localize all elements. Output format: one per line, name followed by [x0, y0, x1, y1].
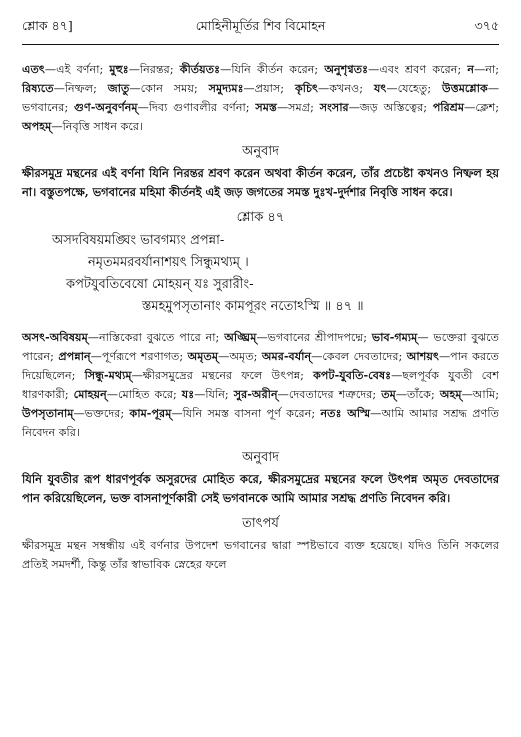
sanskrit-term: যৎ: [373, 81, 387, 95]
sanskrit-term: কাম-পূরম্: [129, 406, 172, 420]
sanskrit-term: কৃচিৎ: [294, 81, 319, 95]
term-meaning: —পূর্ণরূপে শরণাগত;: [90, 350, 188, 363]
term-meaning: —জড় অস্তিত্বের;: [348, 101, 433, 114]
sanskrit-term: নতঃ অস্মি: [320, 406, 371, 420]
sanskrit-term: সমুদ্যমঃ: [208, 81, 244, 95]
verse-line: অসদবিষয়মঙ্ঘিং ভাবগম্যং প্রপন্না-: [52, 233, 225, 248]
page-body: [22, 60, 499, 574]
header-chapter-title: মোহিনীমূর্তির শিব বিমোহন: [195, 18, 326, 33]
term-meaning: —পান করতে দিয়েছিলেন;: [22, 350, 499, 382]
term-meaning: —নিষ্ফল;: [53, 82, 108, 95]
term-meaning: —তাঁকে;: [395, 388, 440, 401]
sanskrit-term: উপসৃতানাম্: [22, 406, 74, 420]
sanskrit-term: পরিশ্রম: [432, 100, 465, 114]
term-meaning: —আমি আমার সশ্রদ্ধ প্রণতি নিবেদন করি।: [22, 407, 499, 439]
term-meaning: —অমৃত;: [218, 350, 262, 363]
verse-line: নমৃতমমরবর্যানাশয়ৎ সিন্ধুমথ্যম্ ।: [88, 255, 249, 270]
term-meaning: —যিনি;: [194, 388, 234, 401]
sanskrit-term: তম্: [381, 387, 396, 401]
term-meaning: —এবং শ্রবণ করেন;: [368, 63, 468, 76]
sanskrit-term: অমৃতম্: [187, 349, 219, 363]
term-meaning: —কেবল দেবতাদের;: [311, 350, 407, 363]
term-meaning: —যিনি কীর্তন করেন;: [220, 63, 325, 76]
word-for-word: [22, 328, 499, 442]
sanskrit-term: আশয়ৎ: [406, 349, 439, 363]
sanskrit-term: জাতু: [107, 81, 130, 95]
sanskrit-term: সিন্ধু-মথ্যম্: [84, 368, 132, 382]
term-meaning: —নাস্তিকেরা বুঝতে পারে না;: [87, 331, 225, 344]
term-meaning: —না;: [474, 63, 499, 76]
term-meaning: —ভগবানের শ্রীপাদপদ্মে;: [256, 331, 372, 344]
term-meaning: —প্রয়াস;: [243, 82, 295, 95]
term-meaning: —ক্লেশ;: [464, 101, 499, 114]
term-meaning: —ভগবানের;: [22, 82, 499, 114]
sanskrit-term: মুহুঃ: [109, 62, 129, 76]
term-meaning: —কোন সময়;: [129, 82, 209, 95]
header-verse-ref: শ্লোক ৪৭]: [22, 18, 73, 33]
sanskrit-term: এতৎ: [22, 62, 45, 76]
sanskrit-term: ভাব-গম্যম্: [371, 330, 418, 344]
term-meaning: —ছলপূর্বক যুবতী বেশ ধারণকারী;: [22, 369, 499, 401]
sanskrit-term: কীর্তয়তঃ: [179, 62, 221, 76]
term-meaning: —কখনও;: [318, 82, 374, 95]
term-meaning: —দিব্য গুণাবলীর বর্ণনা;: [137, 101, 256, 114]
sanskrit-term: অঙ্ঘ্রিম্: [224, 330, 257, 344]
sanskrit-term: কপট-যুবতি-বেষঃ: [313, 368, 392, 382]
sanskrit-term: অপহম্: [22, 119, 52, 133]
term-meaning: —মোহিত করে;: [106, 388, 182, 401]
sanskrit-term: মোহয়ন্: [73, 387, 107, 401]
translation-prev-text: ক্ষীরসমুদ্র মন্থনের এই বর্ণনা যিনি নিরন্তর শ্রবণ করেন অথবা কীর্তন করেন, তাঁর প্রচেষ্টা কখনও নিষ্ফল হয় না। বস্তুতপক্ষে, ভগবানের মহিমা কীর্তনই এই জড় জগতের সমস্ত দুঃখ-দুর্দশার নিবৃত্তি সাধন করে।: [22, 166, 499, 199]
verse-heading: শ্লোক ৪৭: [236, 210, 285, 225]
sanskrit-term: যঃ: [181, 387, 195, 401]
term-meaning: — ভক্তেরা বুঝতে পারেন;: [22, 331, 499, 363]
header-rule: [22, 44, 499, 45]
term-meaning: —যেহেতু;: [386, 82, 442, 95]
verse-line: স্তমহমুপসৃতানাং কামপূরং নতোঽস্মি ॥ ৪৭ ॥: [142, 299, 364, 314]
term-meaning: —দেবতাদের শত্রুদের;: [277, 388, 382, 401]
sanskrit-term: ন: [467, 62, 475, 76]
term-meaning: —ক্ষীরসমুদ্রের মন্থনের ফলে উৎপন্ন;: [131, 369, 314, 382]
term-meaning: —সমগ্র;: [276, 101, 320, 114]
term-meaning: —এই বর্ণনা;: [44, 63, 110, 76]
translation-prev-heading: অনুবাদ: [242, 144, 279, 159]
term-meaning: —ভক্তদের;: [73, 407, 130, 420]
header-page-number: ৩৭৫: [474, 18, 499, 33]
purport-heading: তাৎপর্য: [242, 516, 279, 531]
term-meaning: —আমি;: [461, 388, 500, 401]
term-meaning: —নিরন্তর;: [128, 63, 180, 76]
sanskrit-term: সংসার: [319, 100, 349, 114]
purport-text: ক্ষীরসমুদ্র মন্থন সম্বন্ধীয় এই বর্ণনার উপদেশ ভগবানের দ্বারা স্পষ্টভাবে ব্যক্ত হয়েছে। যদিও তিনি সকলের প্রতিই সমদর্শী, কিন্তু তাঁর স্বাভাবিক স্নেহের ফলে: [22, 539, 499, 571]
sanskrit-verse: [22, 230, 499, 318]
sanskrit-term: অহম্: [439, 387, 462, 401]
term-meaning: —যিনি সমস্ত বাসনা পূর্ণ করেন;: [171, 407, 321, 420]
sanskrit-term: সুর-অরীন্: [233, 387, 278, 401]
sanskrit-term: অমর-বর্যান্: [261, 349, 312, 363]
running-header: [22, 18, 499, 38]
sanskrit-term: রিষ্যতে: [22, 81, 54, 95]
translation-heading: অনুবাদ: [242, 450, 279, 465]
term-meaning: —নিবৃত্তি সাধন করে।: [51, 120, 144, 133]
sanskrit-term: উত্তমশ্লোক: [442, 81, 488, 95]
sanskrit-term: গুণ-অনুবর্ণনম্: [74, 100, 138, 114]
sanskrit-term: অনুশৃণ্বতঃ: [324, 62, 369, 76]
translation-text: যিনি যুবতীর রূপ ধারণপূর্বক অসুরদের মোহিত করে, ক্ষীরসমুদ্রের মন্থনের ফলে উৎপন্ন অমৃত দেবতাদের পান করিয়েছিলেন, ভক্ত বাসনাপূর্ণকারী সেই ভগবানকে আমি আমার সশ্রদ্ধ প্রণতি নিবেদন করি।: [22, 472, 499, 505]
sanskrit-term: অসৎ-অবিষয়ম্: [22, 330, 88, 344]
sanskrit-term: সমস্ত: [255, 100, 277, 114]
word-for-word-prev: [22, 60, 499, 136]
sanskrit-term: প্রপন্নান্: [58, 349, 91, 363]
verse-line: কপটযুবতিবেষো মোহয়ন্ যঃ সুরারীং-: [66, 277, 254, 292]
